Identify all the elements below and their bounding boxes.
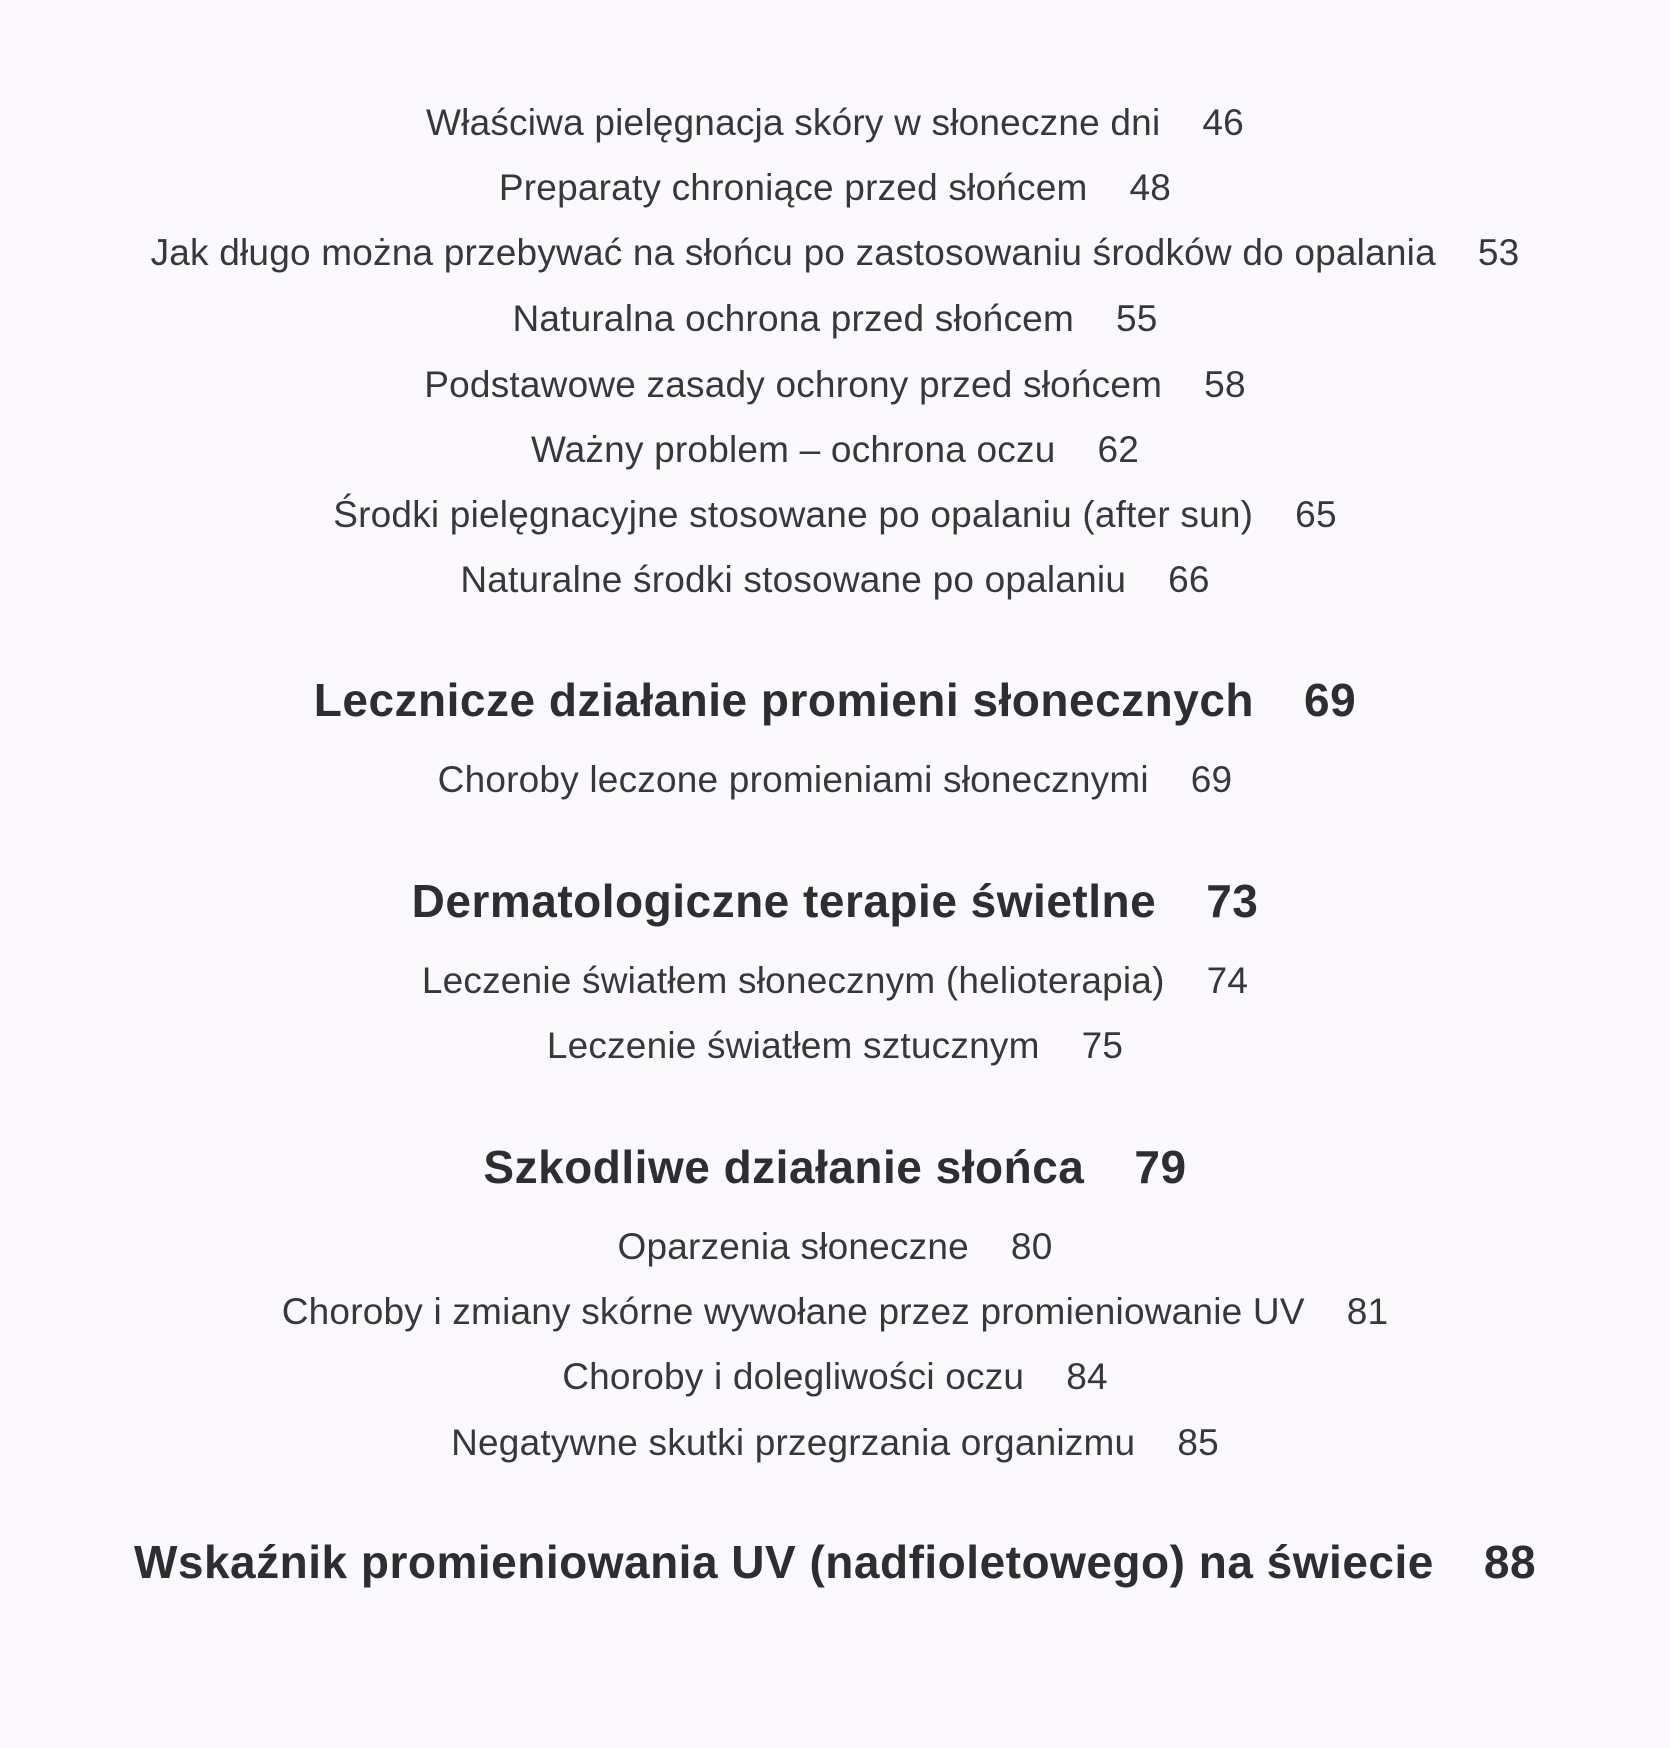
toc-entry-title: Środki pielęgnacyjne stosowane po opalaniu (after sun) — [333, 494, 1254, 535]
toc-entry — [0, 1358, 1670, 1395]
toc-entry-page: 84 — [1066, 1356, 1108, 1397]
toc-entry-page: 75 — [1081, 1025, 1124, 1066]
toc-heading-title: Dermatologiczne terapie świetlne — [411, 875, 1157, 927]
toc-entry-title: Choroby leczone promieniami słonecznymi — [437, 759, 1149, 800]
toc-entry — [0, 496, 1670, 533]
toc-entry-title: Jak długo można przebywać na słońcu po zastosowaniu środków do opalania — [150, 232, 1436, 273]
toc-heading-title: Szkodliwe działanie słońca — [483, 1141, 1085, 1193]
toc-entry-page: 55 — [1115, 298, 1158, 339]
toc-entry-title: Leczenie światłem sztucznym — [546, 1025, 1040, 1066]
toc-entry — [0, 1424, 1670, 1461]
toc-entry — [0, 962, 1670, 999]
toc-entry — [0, 1228, 1670, 1265]
toc-entry-page: 74 — [1206, 960, 1249, 1001]
toc-entry — [0, 561, 1670, 598]
toc-entry-title: Naturalne środki stosowane po opalaniu — [460, 559, 1127, 600]
toc-entry-page: 69 — [1190, 759, 1233, 800]
toc-entry-title: Leczenie światłem słonecznym (helioterapia) — [421, 960, 1165, 1001]
toc-entry-title: Choroby i zmiany skórne wywołane przez promieniowanie UV — [281, 1291, 1305, 1332]
toc-entry-page: 48 — [1129, 167, 1172, 208]
toc-section-heading — [0, 875, 1670, 927]
toc-entry — [0, 761, 1670, 798]
toc-entry-page: 62 — [1097, 429, 1140, 470]
toc-entry-title: Ważny problem – ochrona oczu — [530, 429, 1056, 470]
toc-entry-title: Negatywne skutki przegrzania organizmu — [451, 1422, 1136, 1463]
toc-heading-title: Lecznicze działanie promieni słonecznych — [313, 674, 1255, 726]
toc-entry-title: Naturalna ochrona przed słońcem — [512, 298, 1074, 339]
toc-heading-page: 88 — [1483, 1536, 1537, 1588]
toc-entry — [0, 1027, 1670, 1064]
toc-entry — [0, 169, 1670, 206]
toc-entry-page: 46 — [1202, 102, 1244, 143]
toc-entry-page: 65 — [1295, 494, 1337, 535]
toc-entry-title: Choroby i dolegliwości oczu — [562, 1356, 1025, 1397]
toc-entry-page: 66 — [1168, 559, 1210, 600]
toc-entry-title: Oparzenia słoneczne — [617, 1226, 969, 1267]
toc-entry-title: Preparaty chroniące przed słońcem — [498, 167, 1088, 208]
toc-entry-page: 85 — [1177, 1422, 1219, 1463]
toc-heading-page: 79 — [1134, 1141, 1187, 1193]
toc-entry-page: 80 — [1010, 1226, 1053, 1267]
toc-entry-page: 81 — [1346, 1291, 1389, 1332]
toc-entry — [0, 366, 1670, 403]
toc-section-heading — [0, 674, 1670, 726]
toc-entry — [0, 1293, 1670, 1330]
toc-heading-page: 73 — [1206, 875, 1259, 927]
toc-heading-title: Wskaźnik promieniowania UV (nadfioletowego) na świecie — [133, 1536, 1434, 1588]
toc-heading-page: 69 — [1304, 674, 1357, 726]
toc-entry-title: Podstawowe zasady ochrony przed słońcem — [424, 364, 1163, 405]
toc-entry-title: Właściwa pielęgnacja skóry w słoneczne dni — [426, 102, 1161, 143]
toc-entry — [0, 431, 1670, 468]
toc-section-heading — [0, 1536, 1670, 1588]
toc-entry — [0, 234, 1670, 271]
toc-entry — [0, 300, 1670, 337]
toc-entry — [0, 104, 1670, 141]
toc-entry-page: 58 — [1204, 364, 1246, 405]
toc-section-heading — [0, 1141, 1670, 1193]
toc-entry-page: 53 — [1477, 232, 1520, 273]
